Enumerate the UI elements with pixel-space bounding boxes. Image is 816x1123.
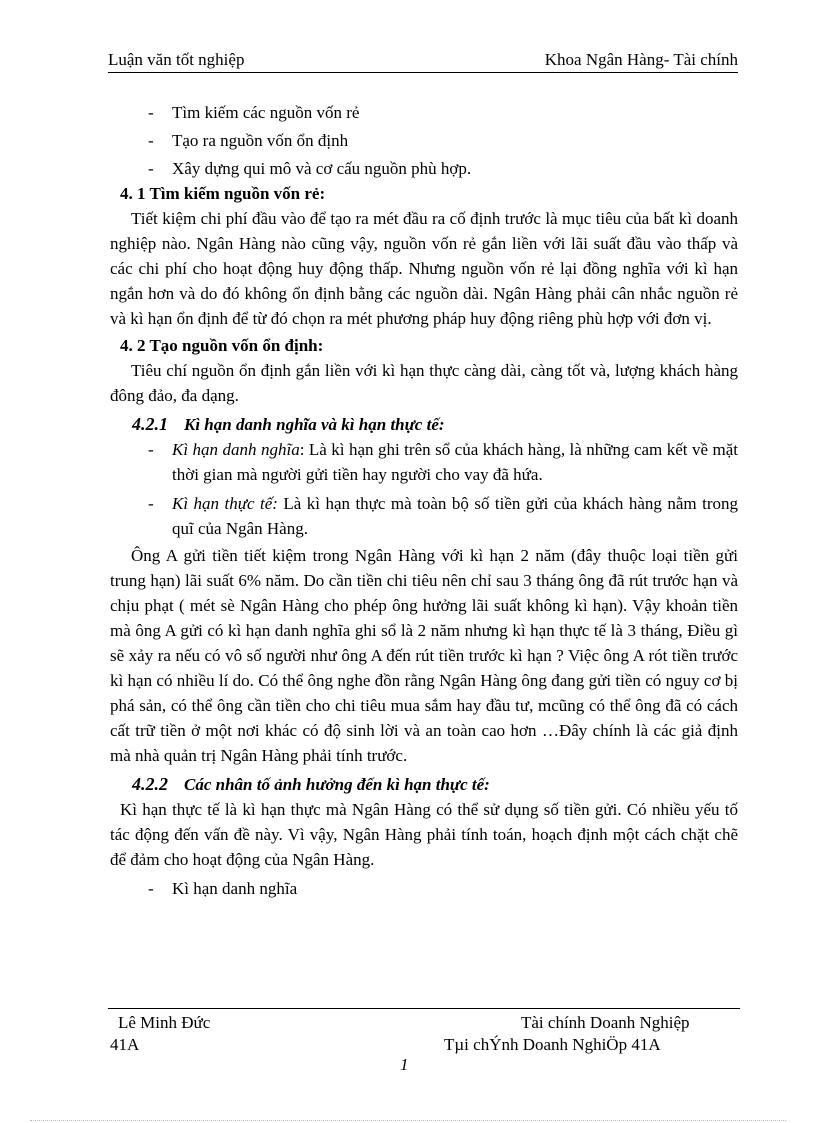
subsection-number: 4.2.2 [132, 774, 168, 794]
bullet-text: Xây dựng qui mô và cơ cấu nguồn phù hợp. [172, 159, 472, 178]
bullet-dash: - [148, 159, 154, 178]
document-body [110, 100, 738, 901]
footer-department-garbled: Tµi chÝnh Doanh NghiÖp 41A [444, 1035, 661, 1054]
footer-author: Lê Minh Đức [118, 1013, 211, 1032]
subsection-heading-4-2-1 [132, 412, 738, 437]
paragraph-4-2-2: Kì hạn thực tế là kì hạn thực mà Ngân Hàng có thể sử dụng số tiền gửi. Có nhiều yếu tố tác động đến vấn đề này. Vì vậy, Ngân Hàng phải tính toán, hoạch định một cách chặt chẽ để đảm cho hoạt động của Ngân Hàng. [110, 800, 738, 869]
term-nominal: Kì hạn danh nghĩa [172, 440, 300, 459]
page-bottom-divider [30, 1120, 786, 1121]
page-number: 1 [400, 1055, 409, 1074]
paragraph-example: Ông A gửi tiền tiết kiệm trong Ngân Hàng với kì hạn 2 năm (đây thuộc loại tiền gửi trung hạn) lãi suất 6% năm. Do cần tiền chi tiêu nên chỉ sau 3 tháng ông đã rút trước hạn và chịu phạt ( mét sè Ngân Hàng cho phép ông hưởng lãi suất không kì hạn). Vậy khoản tiền mà ông A gửi có kì hạn danh nghĩa ghi sổ là 2 năm nhưng kì hạn thực tế là 3 tháng, Điều gì sẽ xảy ra nếu có vô số người như ông A đến rút tiền trước kì hạn ? Việc ông A rót tiền trước kì hạn có nhiều lí do. Có thể ông nghe đồn rằng Ngân Hàng ông đang gửi tiền có nguy cơ bị phá sản, có thể ông cần tiền cho chi tiêu mua sắm hay đầu tư, mcũng có thể ông đã có cách cất trữ tiền ở một nơi khác có độ sinh lời và an toàn cao hơn …Đây chính là các giả định mà nhà quản trị Ngân Hàng phải tính trước. [110, 546, 738, 765]
list-item [110, 100, 738, 125]
section-heading-4-2: 4. 2 Tạo nguồn vốn ổn định: [120, 336, 324, 355]
subsection-title: Các nhân tố ảnh hưởng đến kì hạn thực tế: [184, 775, 490, 794]
bullet-dash: - [148, 103, 154, 122]
paragraph-4-1: Tiết kiệm chi phí đầu vào để tạo ra mét đầu ra cố định trước là mục tiêu của bất kì doanh nghiệp nào. Ngân Hàng nào cũng vậy, nguồn vốn rẻ gắn liền với lãi suất đầu vào thấp và các chi phí cho hoạt động huy động thấp. Nhưng nguồn vốn rẻ lại đồng nghĩa với kì hạn ngắn hơn và do đó không ổn định bằng các nguồn dài. Ngân Hàng phải cân nhắc nguồn rẻ và kì hạn ổn định để từ đó chọn ra mét phương pháp huy động riêng phù hợp với đơn vị. [110, 209, 738, 328]
list-item [110, 491, 738, 541]
header-thesis-label: Luận văn tốt nghiệp [108, 50, 245, 69]
list-item [110, 876, 738, 901]
header-faculty-label: Khoa Ngân Hàng- Tài chính [544, 50, 738, 69]
bullet-text: Kì hạn danh nghĩa [172, 879, 298, 898]
term-nominal-definition: : Là kì hạn ghi trên sổ của khách hàng, là những cam kết về mặt thời gian mà người gửi tiền hay người cho vay đã hứa. [172, 440, 738, 484]
subsection-heading-4-2-2 [132, 772, 738, 797]
footer-department: Tài chính Doanh Nghiệp [521, 1013, 690, 1032]
subsection-title: Kì hạn danh nghĩa và kì hạn thực tế: [184, 415, 445, 434]
paragraph-4-2: Tiêu chí nguồn ổn định gắn liền với kì hạn thực càng dài, càng tốt và, lượng khách hàng đông đảo, đa dạng. [110, 361, 738, 405]
bullet-text: Tìm kiếm các nguồn vốn rẻ [172, 103, 360, 122]
footer-class: 41A [110, 1035, 140, 1054]
bullet-dash: - [148, 494, 154, 513]
footer-rule [108, 1008, 740, 1009]
list-item [110, 437, 738, 487]
term-actual: Kì hạn thực tế: [172, 494, 278, 513]
page-header [108, 50, 738, 73]
bullet-text: Tạo ra nguồn vốn ổn định [172, 131, 349, 150]
list-item [110, 128, 738, 153]
subsection-number: 4.2.1 [132, 414, 168, 434]
bullet-dash: - [148, 440, 154, 459]
term-actual-definition: Là kì hạn thực mà toàn bộ số tiền gửi của khách hàng nằm trong quĩ của Ngân Hàng. [172, 494, 738, 538]
section-heading-4-1: 4. 1 Tìm kiếm nguồn vốn rẻ: [120, 184, 326, 203]
list-item [110, 156, 738, 181]
bullet-dash: - [148, 879, 154, 898]
bullet-dash: - [148, 131, 154, 150]
